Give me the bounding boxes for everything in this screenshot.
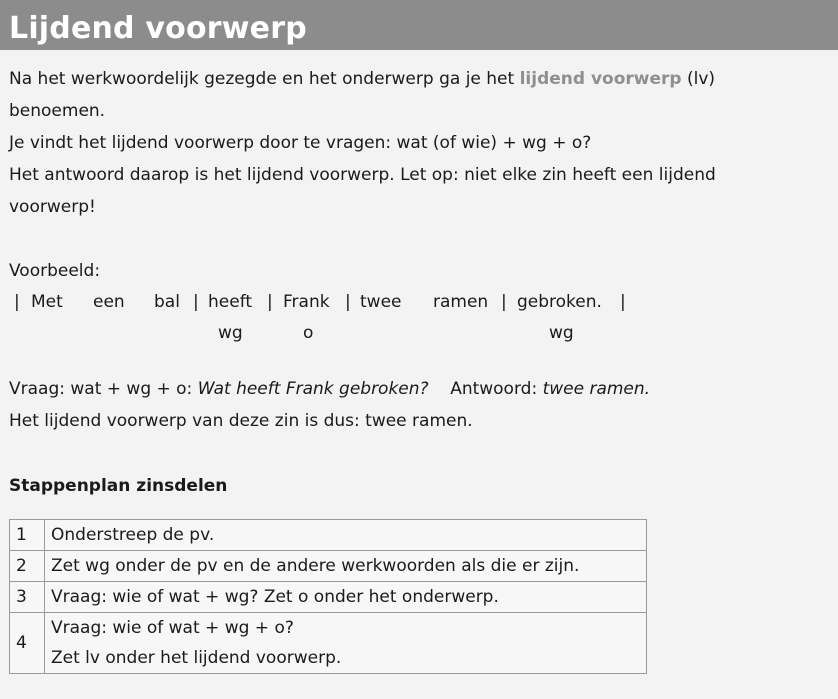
example-word: Met xyxy=(31,292,63,312)
tag-wg: wg xyxy=(549,323,574,343)
table-row xyxy=(10,613,647,674)
intro-text: Na het werkwoordelijk gezegde en het onderwerp ga je het xyxy=(9,69,520,89)
step-number: 2 xyxy=(10,551,45,582)
example-word: gebroken. xyxy=(517,292,602,312)
title-bar xyxy=(0,0,838,50)
step-text xyxy=(45,582,647,613)
step-line: Onderstreep de pv. xyxy=(51,525,215,545)
answer-text: twee ramen. xyxy=(542,379,651,399)
question-line xyxy=(9,378,650,400)
step-line: Zet wg onder de pv en de andere werkwoorden als die er zijn. xyxy=(51,556,580,576)
answer-label: Antwoord: xyxy=(450,379,543,399)
plan-title: Stappenplan zinsdelen xyxy=(9,476,228,496)
intro-line-2: benoemen. xyxy=(9,101,106,121)
table-row xyxy=(10,582,647,613)
divider-bar: | xyxy=(267,292,273,312)
intro-line-1 xyxy=(9,68,715,90)
conclusion-line: Het lijdend voorwerp van deze zin is dus: twee ramen. xyxy=(9,411,473,431)
divider-bar: | xyxy=(193,292,199,312)
term-highlight: lijdend voorwerp xyxy=(519,69,682,89)
example-word: bal xyxy=(154,292,180,312)
intro-line-5: voorwerp! xyxy=(9,197,96,217)
example-word: heeft xyxy=(208,292,253,312)
step-line: Vraag: wie of wat + wg? Zet o onder het onderwerp. xyxy=(51,587,499,607)
tag-wg: wg xyxy=(218,323,243,343)
intro-line-3: Je vindt het lijdend voorwerp door te vragen: wat (of wie) + wg + o? xyxy=(9,133,592,153)
question-label: Vraag: wat + wg + o: xyxy=(9,379,198,399)
example-word: een xyxy=(93,292,125,312)
question-text: Wat heeft Frank gebroken? xyxy=(197,379,429,399)
divider-bar: | xyxy=(14,292,20,312)
step-text xyxy=(45,551,647,582)
divider-bar: | xyxy=(345,292,351,312)
step-line: Vraag: wie of wat + wg + o? xyxy=(51,618,294,638)
example-label: Voorbeeld: xyxy=(9,261,101,281)
example-word: ramen xyxy=(433,292,489,312)
steps-table xyxy=(9,519,647,674)
step-text xyxy=(45,613,647,674)
step-number: 4 xyxy=(10,613,45,674)
intro-text: (lv) xyxy=(681,69,716,89)
example-word: twee xyxy=(360,292,402,312)
step-text xyxy=(45,520,647,551)
table-row xyxy=(10,520,647,551)
step-line: Zet lv onder het lijdend voorwerp. xyxy=(51,648,342,668)
step-number: 1 xyxy=(10,520,45,551)
step-number: 3 xyxy=(10,582,45,613)
divider-bar: | xyxy=(620,292,626,312)
example-word: Frank xyxy=(283,292,330,312)
table-row xyxy=(10,551,647,582)
divider-bar: | xyxy=(501,292,507,312)
page-title: Lijdend voorwerp xyxy=(9,11,307,46)
tag-o: o xyxy=(303,323,314,343)
intro-line-4: Het antwoord daarop is het lijdend voorwerp. Let op: niet elke zin heeft een lijdend xyxy=(9,165,716,185)
